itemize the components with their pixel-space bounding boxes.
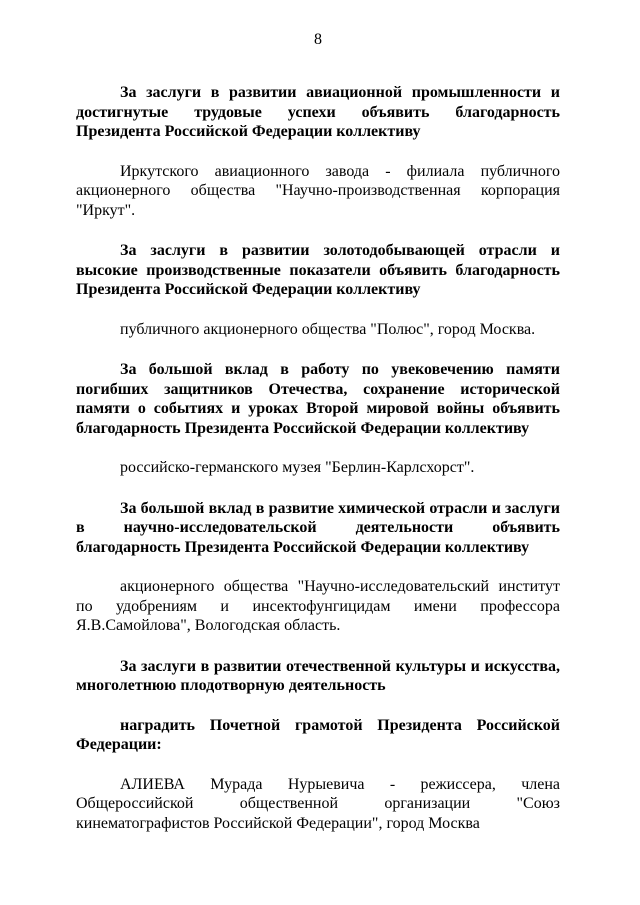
section-recipient-gold: публичного акционерного общества "Полюс", город Москва.: [120, 320, 536, 338]
section-heading-gold: За заслуги в развитии золотодобывающей отрасли и высокие производственные показатели объявить благодарность Президента Российской Федерации коллективу: [76, 242, 560, 298]
section-recipient-aviation: Иркутского авиационного завода - филиала публичного акционерного общества "Научно-производственная корпорация "Иркут".: [76, 162, 560, 219]
award-action: наградить Почетной грамотой Президента Российской Федерации:: [76, 716, 560, 753]
award-heading: За заслуги в развитии отечественной культуры и искусства, многолетнюю плодотворную деятельность: [76, 657, 560, 694]
awardee: АЛИЕВА Мурада Нурыевича - режиссера, члена Общероссийской общественной организации "Союз кинематографистов Российской Федерации", город Москва: [76, 775, 560, 832]
section-heading-memory: За большой вклад в работу по увековечению памяти погибших защитников Отечества, сохранение исторической памяти о событиях и уроках Второй мировой войны объявить благодарность Президента Российской Федерации коллективу: [76, 361, 560, 437]
section-recipient-memory: российско-германского музея "Берлин-Карлсхорст".: [120, 459, 475, 476]
section-recipient-chemical: акционерного общества "Научно-исследовательский институт по удобрениям и инсектофунгицидам имени профессора Я.В.Самойлова", Вологодская область.: [76, 578, 560, 634]
page-number: 8: [314, 31, 322, 48]
document-page: [76, 30, 560, 890]
section-heading-chemical: За большой вклад в развитие химической отрасли и заслуги в научно-исследовательской деятельности объявить благодарность Президента Российской Федерации коллективу: [76, 499, 560, 556]
section-heading-aviation: За заслуги в развитии авиационной промышленности и достигнутые трудовые успехи объявить благодарность Президента Российской Федерации коллективу: [76, 84, 560, 140]
